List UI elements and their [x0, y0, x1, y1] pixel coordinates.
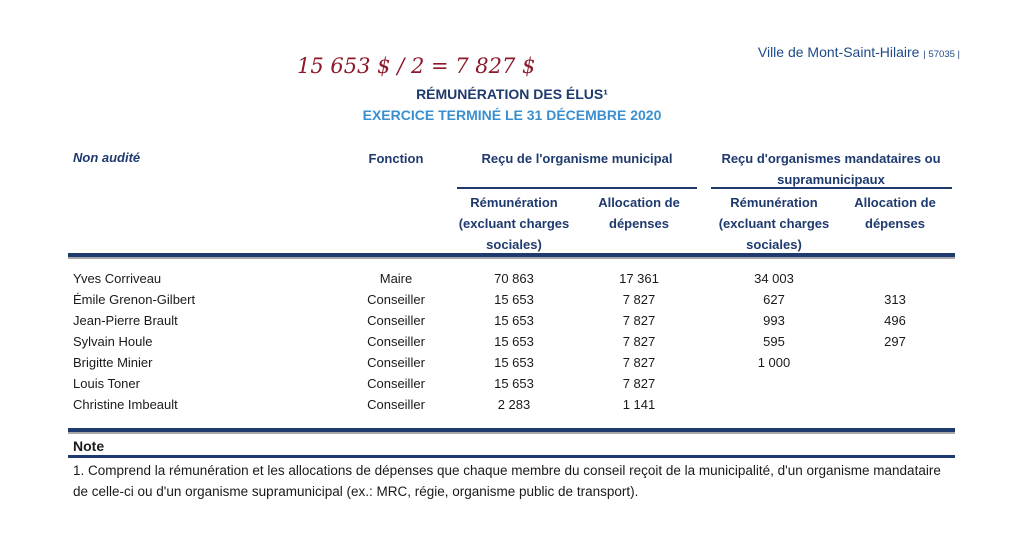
function-column-header: Fonction	[368, 151, 424, 166]
page-title: RÉMUNÉRATION DES ÉLUS¹	[416, 86, 608, 102]
member-name: Sylvain Houle	[73, 334, 153, 349]
member-function: Conseiller	[367, 313, 425, 328]
page-reference: | 57035 |	[923, 49, 960, 60]
member-name: Christine Imbeault	[73, 397, 178, 412]
allocation-supramunicipal-value: 496	[884, 313, 906, 328]
table-row	[0, 331, 1024, 352]
header-rule-shadow	[68, 257, 955, 259]
document-header	[758, 44, 960, 60]
remuneration-municipal-value: 15 653	[494, 355, 534, 370]
member-function: Conseiller	[367, 397, 425, 412]
member-name: Yves Corriveau	[73, 271, 162, 286]
table-row	[0, 289, 1024, 310]
member-function: Maire	[379, 271, 413, 286]
allocation-supramunicipal-value: 313	[884, 292, 906, 307]
municipal-group-header: Reçu de l'organisme municipal	[481, 151, 673, 166]
member-name: Émile Grenon-Gilbert	[73, 292, 196, 307]
member-function: Conseiller	[367, 334, 425, 349]
member-name: Jean-Pierre Brault	[73, 313, 178, 328]
allocation-municipal-value: 7 827	[622, 313, 656, 328]
allocation-municipal-value: 7 827	[622, 292, 656, 307]
handwritten-calculation: 15 653 $ / 2 = 7 827 $	[297, 54, 536, 78]
remuneration-municipal-value: 15 653	[494, 313, 534, 328]
table-row	[0, 373, 1024, 394]
remuneration-municipal-header: Rémunération (excluant charges sociales)	[458, 195, 570, 252]
remuneration-municipal-value: 15 653	[494, 292, 534, 307]
group2-underline	[711, 187, 952, 189]
table-row	[0, 310, 1024, 331]
allocation-municipal-value: 7 827	[622, 334, 656, 349]
member-function: Conseiller	[367, 292, 425, 307]
member-name: Brigitte Minier	[73, 355, 153, 370]
remuneration-supramunicipal-value: 34 003	[754, 271, 794, 286]
remuneration-municipal-value: 2 283	[497, 397, 531, 412]
page-subtitle: EXERCICE TERMINÉ LE 31 DÉCEMBRE 2020	[362, 107, 662, 123]
remuneration-municipal-value: 70 863	[494, 271, 534, 286]
unaudited-label: Non audité	[73, 150, 141, 165]
allocation-municipal-value: 1 141	[622, 397, 656, 412]
table-row	[0, 394, 1024, 415]
allocation-supramunicipal-value: 297	[884, 334, 906, 349]
city-name: Ville de Mont-Saint-Hilaire	[757, 44, 920, 60]
member-function: Conseiller	[367, 355, 425, 370]
remuneration-supramunicipal-value: 1 000	[757, 355, 791, 370]
group1-underline	[457, 187, 697, 189]
remuneration-municipal-value: 15 653	[494, 376, 534, 391]
table-row	[0, 268, 1024, 289]
note-title: Note	[73, 438, 105, 454]
table-bottom-rule-shadow	[68, 432, 955, 434]
allocation-municipal-value: 7 827	[622, 376, 656, 391]
allocation-municipal-value: 17 361	[619, 271, 659, 286]
table-body	[0, 268, 1024, 415]
note-text: 1. Comprend la rémunération et les allocations de dépenses que chaque membre du conseil reçoit de la municipalité, d'un organisme mandataire de celle-ci ou d'un organisme supramunicipal (ex.: MRC, régie, organisme public de transport).	[73, 463, 941, 499]
table-row	[0, 352, 1024, 373]
note-rule	[68, 455, 955, 458]
allocation-municipal-header: Allocation de dépenses	[598, 195, 680, 231]
allocation-supramunicipal-header: Allocation de dépenses	[854, 195, 936, 231]
remuneration-supramunicipal-value: 993	[763, 313, 785, 328]
remuneration-supramunicipal-header: Rémunération (excluant charges sociales)	[718, 195, 830, 252]
member-name: Louis Toner	[73, 376, 140, 391]
allocation-municipal-value: 7 827	[622, 355, 656, 370]
member-function: Conseiller	[367, 376, 425, 391]
remuneration-municipal-value: 15 653	[494, 334, 534, 349]
remuneration-supramunicipal-value: 595	[763, 334, 785, 349]
supramunicipal-group-header: Reçu d'organismes mandataires ou supramunicipaux	[721, 151, 941, 187]
remuneration-supramunicipal-value: 627	[763, 292, 785, 307]
